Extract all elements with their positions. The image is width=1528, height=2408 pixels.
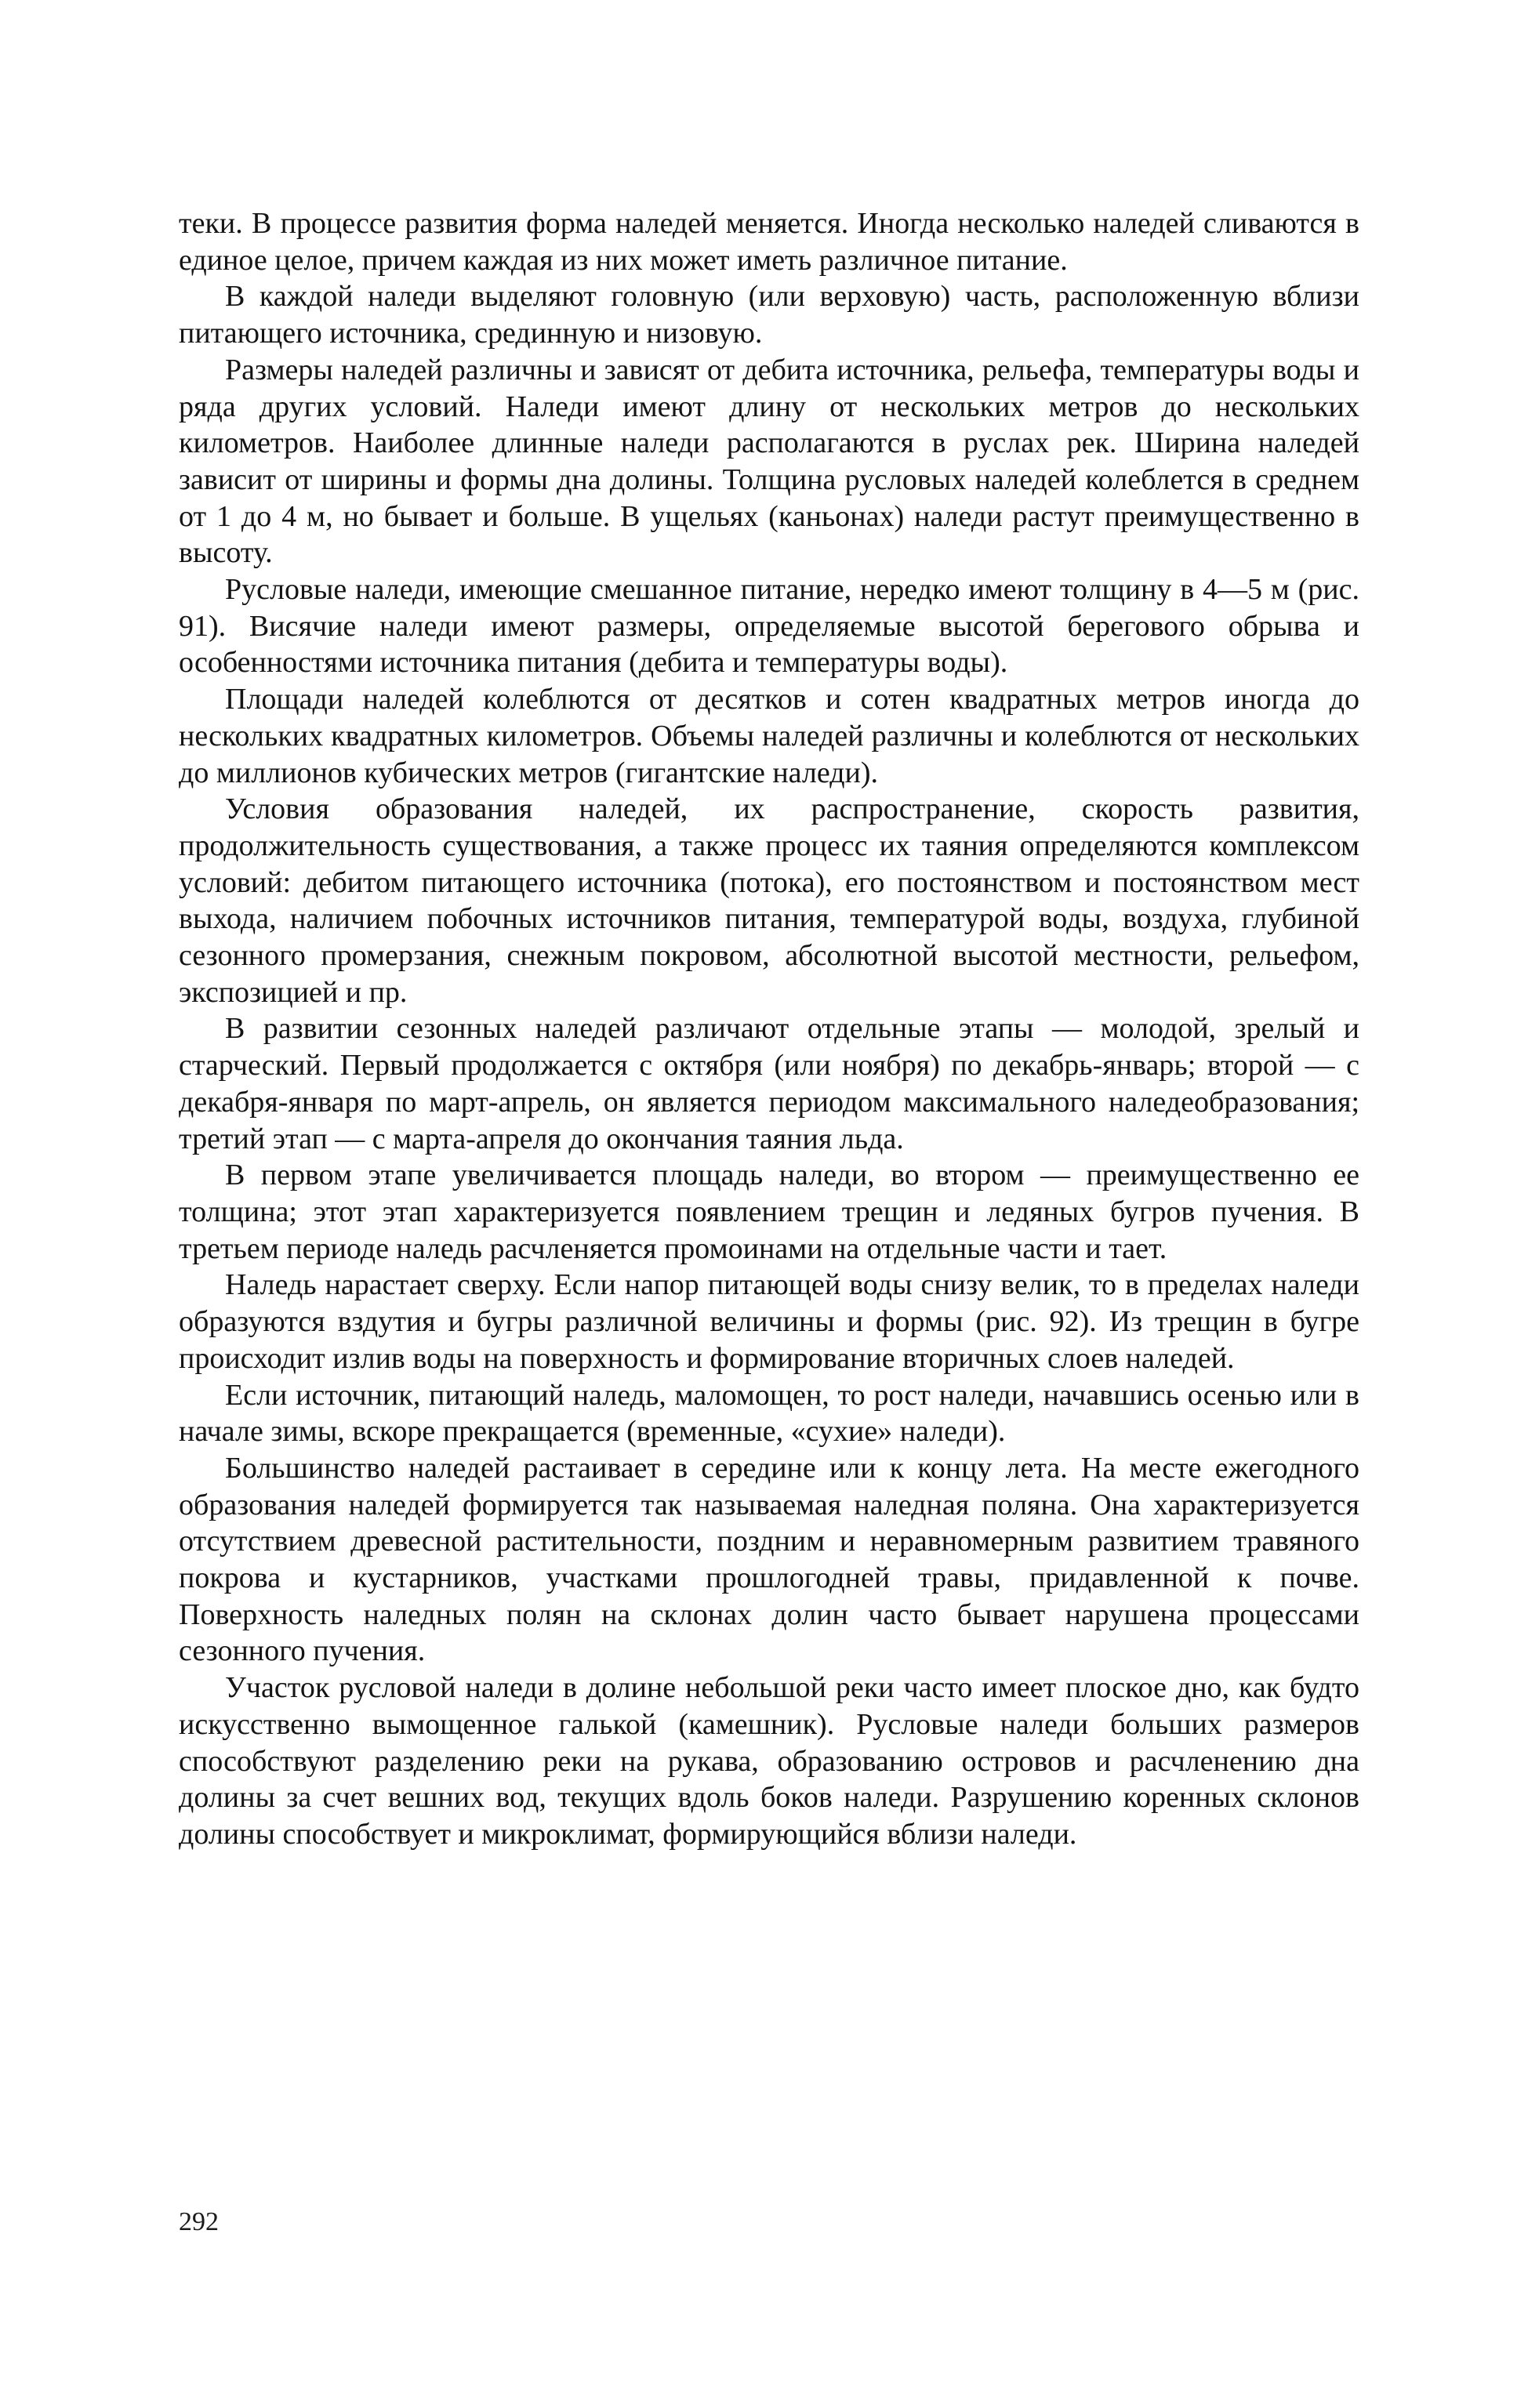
paragraph: Площади наледей колеблются от десятков и сотен квадратных метров иногда до нескольких квадратных километров. Объемы наледей различны и колеблются от нескольких до миллионов кубических метров (гигантские наледи). (179, 683, 1359, 789)
paragraph: Участок русловой наледи в долине небольшой реки часто имеет плоское дно, как будто искусственно вымощенное галькой (камешник). Русловые наледи больших размеров способствуют разделению реки на рукава, образованию островов и расчленению дна долины за счет вешних вод, текущих вдоль боков наледи. Разрушению коренных склонов долины способствует и микроклимат, формирующийся вблизи наледи. (179, 1671, 1359, 1851)
paragraph: В каждой наледи выделяют головную (или верховую) часть, расположенную вблизи питающего источника, срединную и низовую. (179, 280, 1359, 350)
paragraph: Размеры наледей различны и зависят от дебита источника, рельефа, температуры воды и ряда других условий. Наледи имеют длину от нескольких метров до нескольких километров. Наиболее длинные наледи располагаются в руслах рек. Ширина наледей зависит от ширины и формы дна долины. Толщина русловых наледей колеблется в среднем от 1 до 4 м, но бывает и больше. В ущельях (каньонах) наледи растут преимущественно в высоту. (179, 353, 1359, 570)
body-text (179, 205, 1359, 1853)
paragraph: Наледь нарастает сверху. Если напор питающей воды снизу велик, то в пределах наледи образуются вздутия и бугры различной величины и формы (рис. 92). Из трещин в бугре происходит излив воды на поверхность и формирование вторичных слоев наледей. (179, 1268, 1359, 1375)
paragraph: теки. В процессе развития форма наледей меняется. Иногда несколько наледей сливаются в единое целое, причем каждая из них может иметь различное питание. (179, 207, 1359, 277)
paragraph: В развитии сезонных наледей различают отдельные этапы — молодой, зрелый и старческий. Первый продолжается с октября (или ноября) по декабрь-январь; второй — с декабря-января по март-апрель, он является периодом максимального наледеобразования; третий этап — с марта-апреля до окончания таяния льда. (179, 1012, 1359, 1155)
page-number: 292 (179, 2207, 219, 2236)
paragraph: Большинство наледей растаивает в середине или к концу лета. На месте ежегодного образования наледей формируется так называемая наледная поляна. Она характеризуется отсутствием древесной растительности, поздним и неравномерным развитием травяного покрова и кустарников, участками прошлогодней травы, придавленной к почве. Поверхность наледных полян на склонах долин часто бывает нарушена процессами сезонного пучения. (179, 1451, 1359, 1668)
paragraph: Условия образования наледей, их распространение, скорость развития, продолжительность существования, а также процесс их таяния определяются комплексом условий: дебитом питающего источника (потока), его постоянством и постоянством мест выхода, наличием побочных источников питания, температурой воды, воздуха, глубиной сезонного промерзания, снежным покровом, абсолютной высотой местности, рельефом, экспозицией и пр. (179, 792, 1359, 1009)
paragraph: Если источник, питающий наледь, маломощен, то рост наледи, начавшись осенью или в начале зимы, вскоре прекращается (временные, «сухие» наледи). (179, 1378, 1359, 1449)
paragraph: В первом этапе увеличивается площадь наледи, во втором — преимущественно ее толщина; этот этап характеризуется появлением трещин и ледяных бугров пучения. В третьем периоде наледь расчленяется промоинами на отдельные части и тает. (179, 1159, 1359, 1265)
paragraph: Русловые наледи, имеющие смешанное питание, нередко имеют толщину в 4—5 м (рис. 91). Висячие наледи имеют размеры, определяемые высотой берегового обрыва и особенностями источника питания (дебита и температуры воды). (179, 573, 1359, 680)
